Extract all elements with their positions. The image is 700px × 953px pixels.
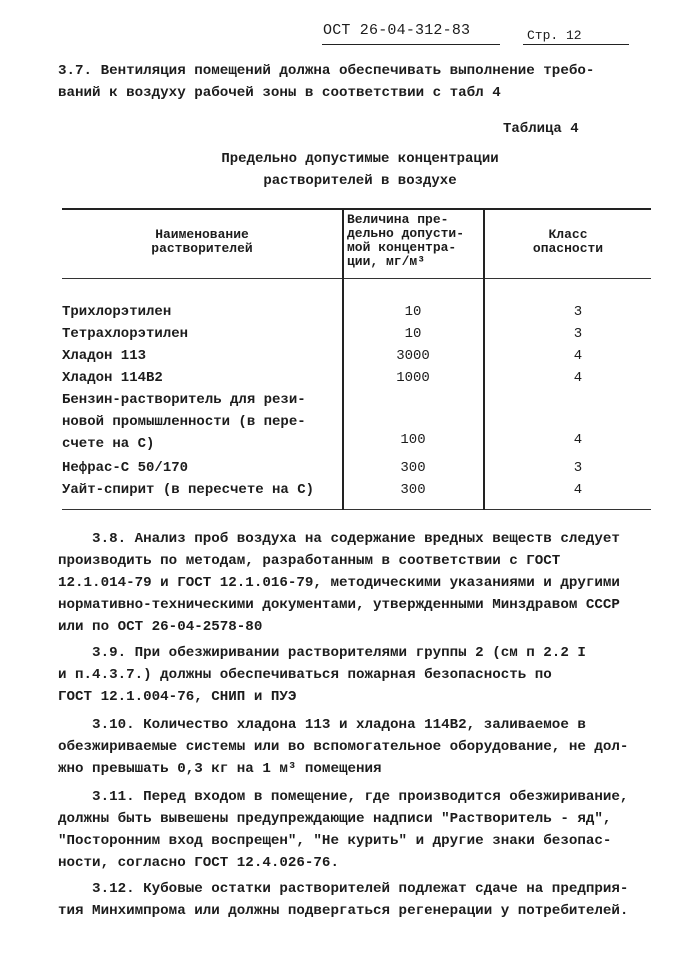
paragraph-3-9: 3.9. При обезжиривании растворителями группы 2 (см п 2.2 I и п.4.3.7.) должны обеспечиваться пожарная безопасность по ГОСТ 12.1.004-76, СНИП и ПУЭ: [58, 645, 586, 705]
row-class: 3: [573, 326, 583, 342]
row-name: Трихлорэтилен: [62, 304, 172, 320]
paragraph-3-11: 3.11. Перед входом в помещение, где производится обезжиривание, должны быть вывешены предупреждающие надписи "Растворитель - яд", "Посторонним вход воспрещен", "Не курить" и другие знаки безопас- ности, согласно ГОСТ 12.4.026-76.: [58, 789, 629, 871]
column-header-name: Наименование растворителей: [151, 227, 253, 256]
paragraph-3-12: 3.12. Кубовые остатки растворителей подлежат сдаче на предприя- тия Минхимпрома или должны подвергаться регенерации у потребителей.: [58, 881, 629, 919]
row-name: Хладон 114В2: [62, 370, 163, 386]
row-name: Нефрас-С 50/170: [62, 460, 189, 476]
table-title: [160, 148, 560, 192]
row-value: 300: [400, 482, 426, 498]
document-number: ОСТ 26-04-312-83: [323, 22, 471, 39]
row-class: 4: [573, 482, 583, 498]
header-underline: [322, 44, 500, 45]
paragraph-3-10: 3.10. Количество хладона 113 и хладона 114В2, заливаемое в обезжириваемые системы или во вспомогательное оборудование, не дол- жно превышать 0,3 кг на 1 м³ помещения: [58, 717, 629, 777]
row-class: 4: [573, 348, 583, 364]
paragraph-3-7: 3.7. Вентиляция помещений должна обеспечивать выполнение требо- ваний к воздуху рабочей зоны в соответствии с табл 4: [58, 63, 595, 101]
table-title-text: Предельно допустимые концентрации растворителей в воздухе: [221, 151, 499, 189]
row-class: 4: [573, 432, 583, 448]
row-value: 10: [404, 304, 422, 320]
table-header-rule: [62, 278, 651, 279]
row-value: 3000: [396, 348, 430, 364]
column-header-value: Величина пре- дельно допусти- мой концентра- ции, мг/м³: [347, 212, 465, 269]
page-number-underline: [523, 44, 629, 45]
row-value: 100: [400, 432, 426, 448]
row-class: 4: [573, 370, 583, 386]
table-bottom-rule: [62, 509, 651, 510]
column-header-class: Класс опасности: [532, 227, 604, 256]
row-class: 3: [573, 460, 583, 476]
row-class: 3: [573, 304, 583, 320]
row-value: 300: [400, 460, 426, 476]
row-name: Тетрахлорэтилен: [62, 326, 189, 342]
table-label: Таблица 4: [503, 121, 579, 137]
row-value: 1000: [396, 370, 430, 386]
paragraph-3-8: 3.8. Анализ проб воздуха на содержание вредных веществ следует производить по методам, разработанным в соответствии с ГОСТ 12.1.014-79 и ГОСТ 12.1.016-79, методическими указаниями и другими нормативно-техническими документами, утвержденными Минздравом СССР или по ОСТ 26-04-2578-80: [58, 531, 620, 635]
page-number: Стр. 12: [527, 28, 582, 43]
row-value: 10: [404, 326, 422, 342]
row-name: Бензин-растворитель для рези- новой промышленности (в пере- счете на С): [62, 392, 306, 452]
row-name: Хладон 113: [62, 348, 147, 364]
row-name: Уайт-спирит (в пересчете на С): [62, 482, 315, 498]
table-top-rule: [62, 208, 651, 210]
